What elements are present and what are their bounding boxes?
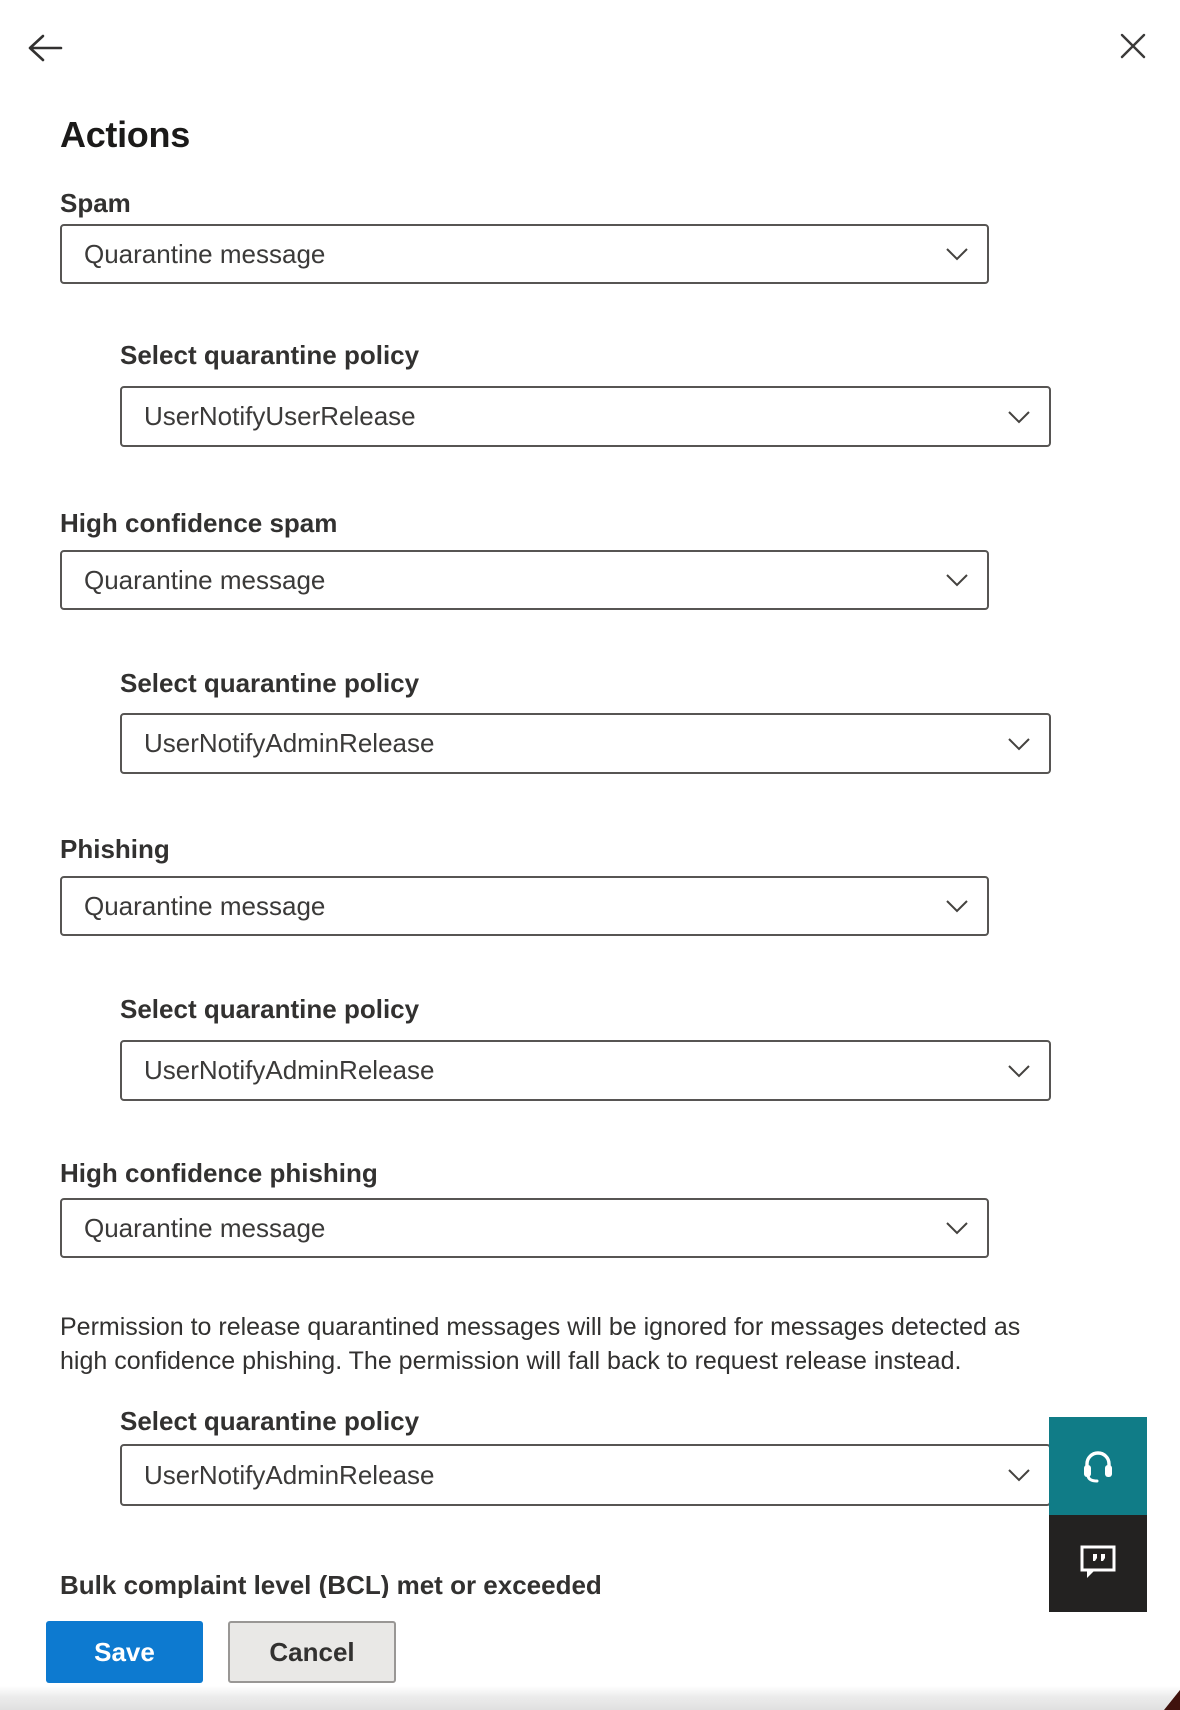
back-button[interactable]	[22, 28, 68, 70]
spam-quarantine-policy-combobox[interactable]	[120, 386, 1051, 447]
section-label-spam: Spam	[60, 188, 131, 218]
combobox-value: UserNotifyAdminRelease	[144, 728, 435, 758]
chevron-down-icon	[927, 573, 987, 587]
combobox-value: UserNotifyAdminRelease	[144, 1459, 435, 1490]
help-button[interactable]	[1049, 1417, 1147, 1515]
chevron-down-icon	[989, 737, 1049, 751]
note-line: high confidence phishing. The permission will fall back to request release instead.	[60, 1347, 962, 1375]
close-button[interactable]	[1110, 26, 1156, 68]
quarantine-policy-label-high-confidence-phishing: Select quarantine policy	[120, 1406, 420, 1436]
chevron-down-icon	[989, 1064, 1049, 1078]
arrow-left-icon	[26, 32, 64, 67]
combobox-value: Quarantine message	[84, 1212, 326, 1243]
high-confidence-spam-action-combobox[interactable]	[60, 550, 989, 610]
cancel-button[interactable]: Cancel	[228, 1621, 396, 1683]
section-label-bulk-complaint-level: Bulk complaint level (BCL) met or exceeded	[60, 1570, 602, 1598]
chevron-down-icon	[989, 410, 1049, 424]
chevron-down-icon	[989, 1468, 1049, 1482]
panel-bottom-edge	[0, 1686, 1180, 1710]
chevron-down-icon	[927, 1221, 987, 1235]
combobox-value: Quarantine message	[84, 564, 326, 595]
combobox-value: UserNotifyAdminRelease	[144, 1055, 435, 1085]
phishing-action-combobox[interactable]	[60, 876, 989, 936]
headset-icon	[1077, 1444, 1119, 1489]
section-label-phishing: Phishing	[60, 834, 170, 864]
quarantine-policy-label-spam: Select quarantine policy	[120, 340, 420, 370]
feedback-button[interactable]	[1049, 1515, 1147, 1612]
high-confidence-spam-quarantine-policy-combobox[interactable]	[120, 713, 1051, 774]
high-confidence-phishing-action-combobox[interactable]	[60, 1198, 989, 1258]
spam-action-combobox[interactable]	[60, 224, 989, 284]
chevron-down-icon	[927, 899, 987, 913]
note-line: Permission to release quarantined messages will be ignored for messages detected as	[60, 1313, 1021, 1341]
combobox-value: Quarantine message	[84, 238, 326, 269]
high-confidence-phishing-quarantine-policy-combobox[interactable]	[120, 1444, 1051, 1506]
background-window-corner	[1164, 1690, 1180, 1710]
chat-feedback-icon	[1078, 1542, 1118, 1585]
save-button[interactable]: Save	[46, 1621, 203, 1683]
quarantine-policy-label-high-confidence-spam: Select quarantine policy	[120, 668, 420, 698]
page-title: Actions	[60, 114, 190, 155]
chevron-down-icon	[927, 247, 987, 261]
combobox-value: Quarantine message	[84, 890, 326, 921]
close-icon	[1118, 31, 1148, 64]
section-label-high-confidence-phishing: High confidence phishing	[60, 1158, 378, 1188]
combobox-value: UserNotifyUserRelease	[144, 401, 416, 431]
phishing-quarantine-policy-combobox[interactable]	[120, 1040, 1051, 1101]
section-label-high-confidence-spam: High confidence spam	[60, 508, 338, 538]
quarantine-policy-label-phishing: Select quarantine policy	[120, 994, 420, 1024]
high-confidence-phishing-note	[60, 1310, 1020, 1378]
